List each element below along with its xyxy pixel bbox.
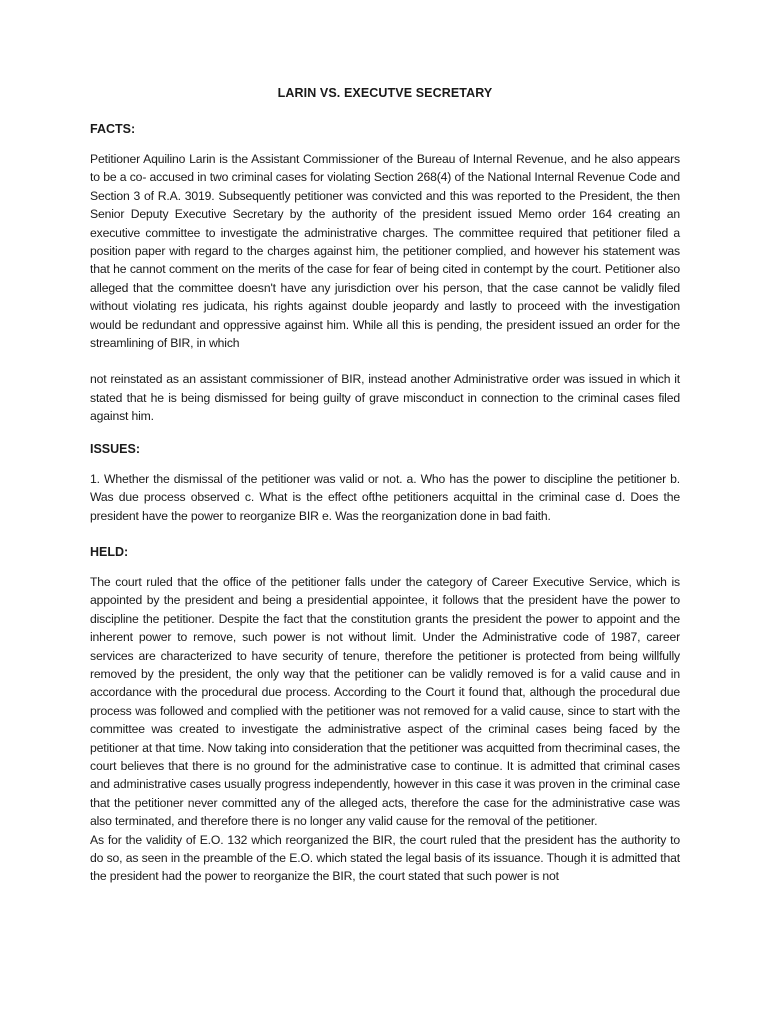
held-paragraph-1: The court ruled that the office of the petitioner falls under the category of Career Executive Service, which is appointed by the president and being a presidential appointee, it follows that the president have the power to discipline the petitioner. Despite the fact that the constitution grants the president the power to appoint and the inherent power to remove, such power is not without limit. Under the Administrative code of 1987, career services are characterized to have security of tenure, therefore the petitioner is protected from being willfully removed by the president, the only way that the petitioner can be validly removed is for a valid cause and in accordance with the procedural due process. According to the Court it found that, although the procedural due process was followed and complied with the petitioner was not removed for a valid cause, since to start with the committee was created to investigate the administrative aspect of the criminal cases being faced by the petitioner at that time. Now taking into consideration that the petitioner was acquitted from thecriminal cases, the court believes that there is no ground for the administrative case to continue. It is admitted that criminal cases and administrative cases usually progress independently, however in this case it was proven in the criminal case that the petitioner never committed any of the alleged acts, therefore the case for the administrative case was also terminated, and therefore there is no longer any valid cause for the removal of the petitioner. — [90, 574, 680, 829]
facts-paragraph-1: Petitioner Aquilino Larin is the Assistant Commissioner of the Bureau of Internal Revenue, and he also appears to be a co- accused in two criminal cases for violating Section 268(4) of the National Internal Revenue Code and Section 3 of R.A. 3019. Subsequently petitioner was convicted and this was reported to the President, the then Senior Deputy Executive Secretary by the authority of the president issued Memo order 164 creating an executive committee to investigate the administrative charges. The committee required that petitioner filed a position paper with regard to the charges against him, the petitioner complied, and however his statement was that he cannot comment on the merits of the case for fear of being cited in contempt by the court. Petitioner also alleged that the committee doesn't have any jurisdiction over his person, that the case cannot be validly filed without violating res judicata, his rights against double jeopardy and lastly to proceed with the investigation would be redundant and oppressive against him. While all this is pending, the president issued an order for the streamlining of BIR, in which — [90, 152, 680, 351]
held-paragraph-2: As for the validity of E.O. 132 which reorganized the BIR, the court ruled that the president has the authority to do so, as seen in the preamble of the E.O. which stated the legal basis of its issuance. Though it is admitted that the president had the power to reorganize the BIR, the court stated that such power is not — [90, 832, 680, 884]
facts-paragraph-2: not reinstated as an assistant commissioner of BIR, instead another Administrative order was issued in which it stated that he is being dismissed for being guilty of grave misconduct in connection to the criminal cases filed against him. — [90, 372, 680, 424]
document-title: LARIN VS. EXECUTVE SECRETARY — [277, 86, 493, 100]
issues-paragraph: 1. Whether the dismissal of the petitioner was valid or not. a. Who has the power to discipline the petitioner b. Was due process observed c. What is the effect ofthe petitioners acquittal in the criminal case d. Does the president have the power to reorganize BIR e. Was the reorganization done in bad faith. — [90, 471, 680, 523]
held-heading: HELD: — [90, 544, 129, 559]
facts-heading: FACTS: — [90, 122, 136, 136]
issues-heading: ISSUES: — [90, 441, 141, 456]
document-page — [90, 86, 680, 902]
